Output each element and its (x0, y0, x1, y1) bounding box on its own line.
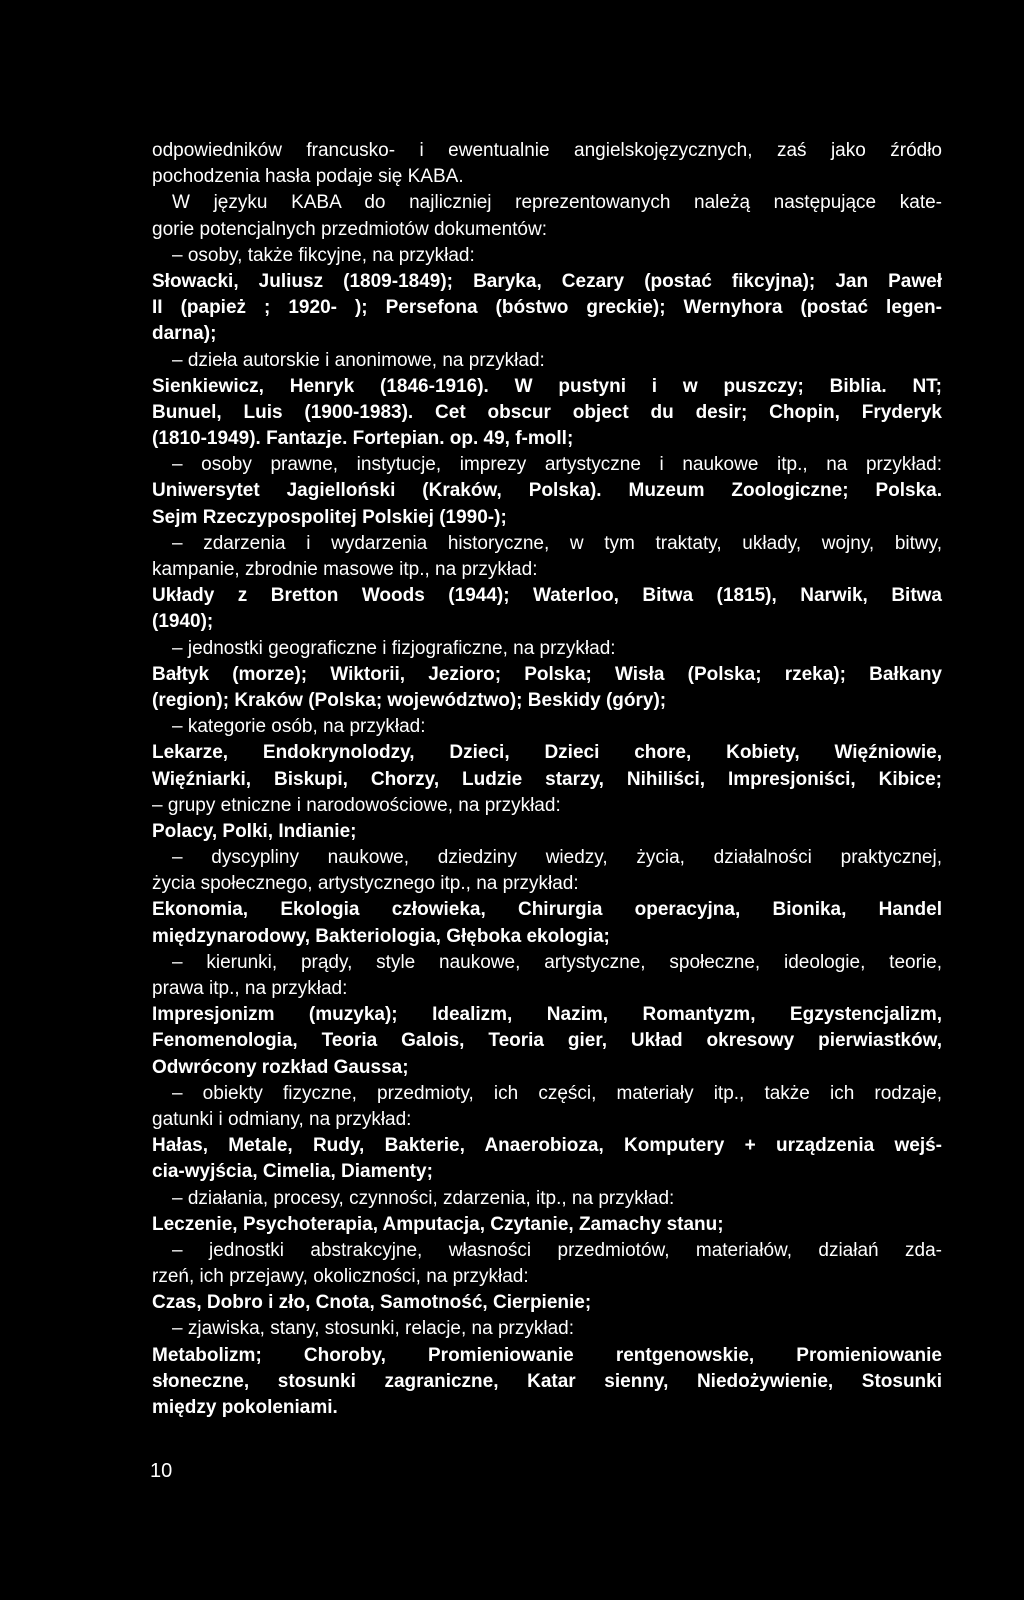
text-line: Odwrócony rozkład Gaussa; (152, 1056, 409, 1078)
text-line: Bałtyk (morze); Wiktorii, Jezioro; Polska; Wisła (Polska; rzeka); Bałkany (152, 663, 942, 685)
text-line: słoneczne, stosunki zagraniczne, Katar sienny, Niedożywienie, Stosunki (152, 1370, 942, 1392)
text-line: (1810-1949). Fantazje. Fortepian. op. 49, f-moll; (152, 428, 574, 450)
text-line: gatunki i odmiany, na przykład: (152, 1108, 412, 1130)
text-line: – dyscypliny naukowe, dziedziny wiedzy, życia, działalności praktycznej, (172, 847, 942, 869)
text-line: W języku KABA do najliczniej reprezentowanych należą następujące kate- (172, 192, 942, 214)
text-line: darna); (152, 323, 217, 345)
text-line: Czas, Dobro i zło, Cnota, Samotność, Cierpienie; (152, 1292, 592, 1314)
text-line: rzeń, ich przejawy, okoliczności, na przykład: (152, 1266, 529, 1288)
text-line: – jednostki abstrakcyjne, własności przedmiotów, materiałów, działań zda- (172, 1239, 942, 1261)
text-line: Sienkiewicz, Henryk (1846-1916). W pustyni i w puszczy; Biblia. NT; (152, 375, 942, 397)
page-number: 10 (150, 1460, 173, 1482)
text-line: Układy z Bretton Woods (1944); Waterloo, Bitwa (1815), Narwik, Bitwa (152, 585, 942, 607)
text-line: między pokoleniami. (152, 1397, 338, 1418)
text-line: II (papież ; 1920- ); Persefona (bóstwo greckie); Wernyhora (postać legen- (152, 297, 942, 319)
text-line: – zdarzenia i wydarzenia historyczne, w tym traktaty, układy, wojny, bitwy, (172, 532, 942, 554)
text-line: Polacy, Polki, Indianie; (152, 820, 357, 842)
text-line: Sejm Rzeczypospolitej Polskiej (1990-); (152, 506, 507, 528)
text-line: cia-wyjścia, Cimelia, Diamenty; (152, 1161, 433, 1183)
text-line: Fenomenologia, Teoria Galois, Teoria gier, Układ okresowy pierwiastków, (152, 1030, 942, 1052)
text-line: gorie potencjalnych przedmiotów dokumentów: (152, 218, 547, 240)
text-line: – kierunki, prądy, style naukowe, artystyczne, społeczne, ideologie, teorie, (172, 951, 942, 973)
text-line: Słowacki, Juliusz (1809-1849); Baryka, Cezary (postać fikcyjna); Jan Paweł (152, 270, 942, 292)
text-line: (region); Kraków (Polska; województwo); Beskidy (góry); (152, 689, 667, 711)
text-line: – jednostki geograficzne i fizjograficzne, na przykład: (172, 637, 616, 659)
text-line: – obiekty fizyczne, przedmioty, ich części, materiały itp., także ich rodzaje, (172, 1082, 942, 1104)
body-text (152, 138, 942, 1421)
text-line: (1940); (152, 611, 214, 633)
text-line: prawa itp., na przykład: (152, 978, 348, 999)
text-line: – zjawiska, stany, stosunki, relacje, na przykład: (172, 1318, 574, 1340)
text-line: Ekonomia, Ekologia człowieka, Chirurgia operacyjna, Bionika, Handel (152, 899, 942, 921)
text-line: międzynarodowy, Bakteriologia, Głęboka ekologia; (152, 925, 610, 947)
text-line: – grupy etniczne i narodowościowe, na przykład: (152, 794, 561, 816)
text-line: Hałas, Metale, Rudy, Bakterie, Anaerobioza, Komputery + urządzenia wejś- (152, 1135, 942, 1157)
text-line: życia społecznego, artystycznego itp., na przykład: (152, 873, 579, 895)
text-line: Lekarze, Endokrynolodzy, Dzieci, Dzieci chore, Kobiety, Więźniowie, (152, 742, 942, 764)
text-line: – kategorie osób, na przykład: (172, 716, 426, 738)
text-line: Uniwersytet Jagielloński (Kraków, Polska). Muzeum Zoologiczne; Polska. (152, 480, 942, 502)
text-line: Impresjonizm (muzyka); Idealizm, Nazim, Romantyzm, Egzystencjalizm, (152, 1004, 942, 1026)
text-line: pochodzenia hasła podaje się KABA. (152, 166, 464, 188)
text-line: Bunuel, Luis (1900-1983). Cet obscur object du desir; Chopin, Fryderyk (152, 401, 942, 423)
text-line: odpowiedników francusko- i ewentualnie angielskojęzycznych, zaś jako źródło (152, 140, 942, 161)
text-line: kampanie, zbrodnie masowe itp., na przykład: (152, 559, 538, 580)
text-line: Metabolizm; Choroby, Promieniowanie rentgenowskie, Promieniowanie (152, 1344, 942, 1366)
text-line: Leczenie, Psychoterapia, Amputacja, Czytanie, Zamachy stanu; (152, 1213, 724, 1235)
text-line: – osoby, także fikcyjne, na przykład: (172, 244, 475, 266)
text-line: – działania, procesy, czynności, zdarzenia, itp., na przykład: (172, 1187, 675, 1209)
text-line: – dzieła autorskie i anonimowe, na przykład: (172, 349, 545, 371)
text-line: Więźniarki, Biskupi, Chorzy, Ludzie starzy, Nihiliści, Impresjoniści, Kibice; (152, 768, 942, 790)
text-line: – osoby prawne, instytucje, imprezy artystyczne i naukowe itp., na przykład: (172, 454, 942, 476)
